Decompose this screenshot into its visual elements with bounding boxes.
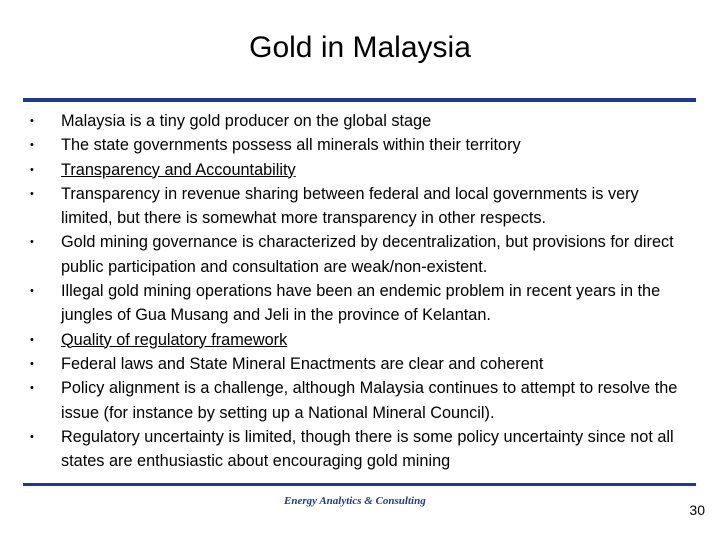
footer-brand: Energy Analytics & Consulting — [284, 495, 426, 507]
bullet-text: Malaysia is a tiny gold producer on the global stage — [61, 112, 432, 130]
page-number: 30 — [689, 502, 705, 518]
bullet-text: Regulatory uncertainty is limited, though there is some policy uncertainty since not all states are enthusiastic about encouraging gold mining — [61, 427, 674, 471]
footer-divider — [23, 483, 696, 486]
bullet-item — [26, 328, 686, 352]
bullet-icon: • — [30, 163, 34, 176]
bullet-list — [26, 109, 686, 473]
bullet-item — [26, 133, 686, 157]
bullet-icon: • — [30, 236, 34, 249]
bullet-text: The state governments possess all minerals within their territory — [61, 136, 521, 155]
bullet-icon: • — [30, 187, 34, 200]
bullet-icon: • — [30, 382, 34, 395]
bullet-icon: • — [30, 357, 34, 370]
title-divider — [23, 98, 696, 102]
bullet-icon: • — [30, 430, 34, 443]
slide-title: Gold in Malaysia — [249, 31, 471, 64]
bullet-icon: • — [30, 115, 34, 127]
bullet-icon: • — [30, 139, 34, 152]
bullet-text: Federal laws and State Mineral Enactments are clear and coherent — [61, 354, 544, 373]
bullet-item — [26, 109, 686, 133]
bullet-text: Policy alignment is a challenge, although Malaysia continues to attempt to resolve the issue (for instance by setting up a National Mineral Council). — [61, 379, 678, 422]
bullet-item — [26, 352, 686, 376]
bullet-item — [26, 230, 686, 279]
bullet-item — [26, 376, 686, 425]
bullet-text: Transparency in revenue sharing between federal and local governments is very limited, but there is somewhat more transparency in other respects. — [61, 184, 639, 228]
bullet-text: Gold mining governance is characterized by decentralization, but provisions for direct public participation and consultation are weak/non-existent. — [61, 233, 674, 276]
section-heading: Transparency and Accountability — [61, 160, 296, 179]
bullet-text: Illegal gold mining operations have been an endemic problem in recent years in the jungles of Gua Musang and Jeli in the province of Kelantan. — [61, 282, 661, 325]
section-heading: Quality of regulatory framework — [61, 330, 288, 349]
bullet-item — [26, 279, 686, 328]
bullet-icon: • — [30, 285, 34, 298]
bullet-icon: • — [30, 333, 34, 346]
bullet-item — [26, 182, 686, 231]
bullet-item — [26, 425, 686, 474]
bullet-item — [26, 158, 686, 182]
